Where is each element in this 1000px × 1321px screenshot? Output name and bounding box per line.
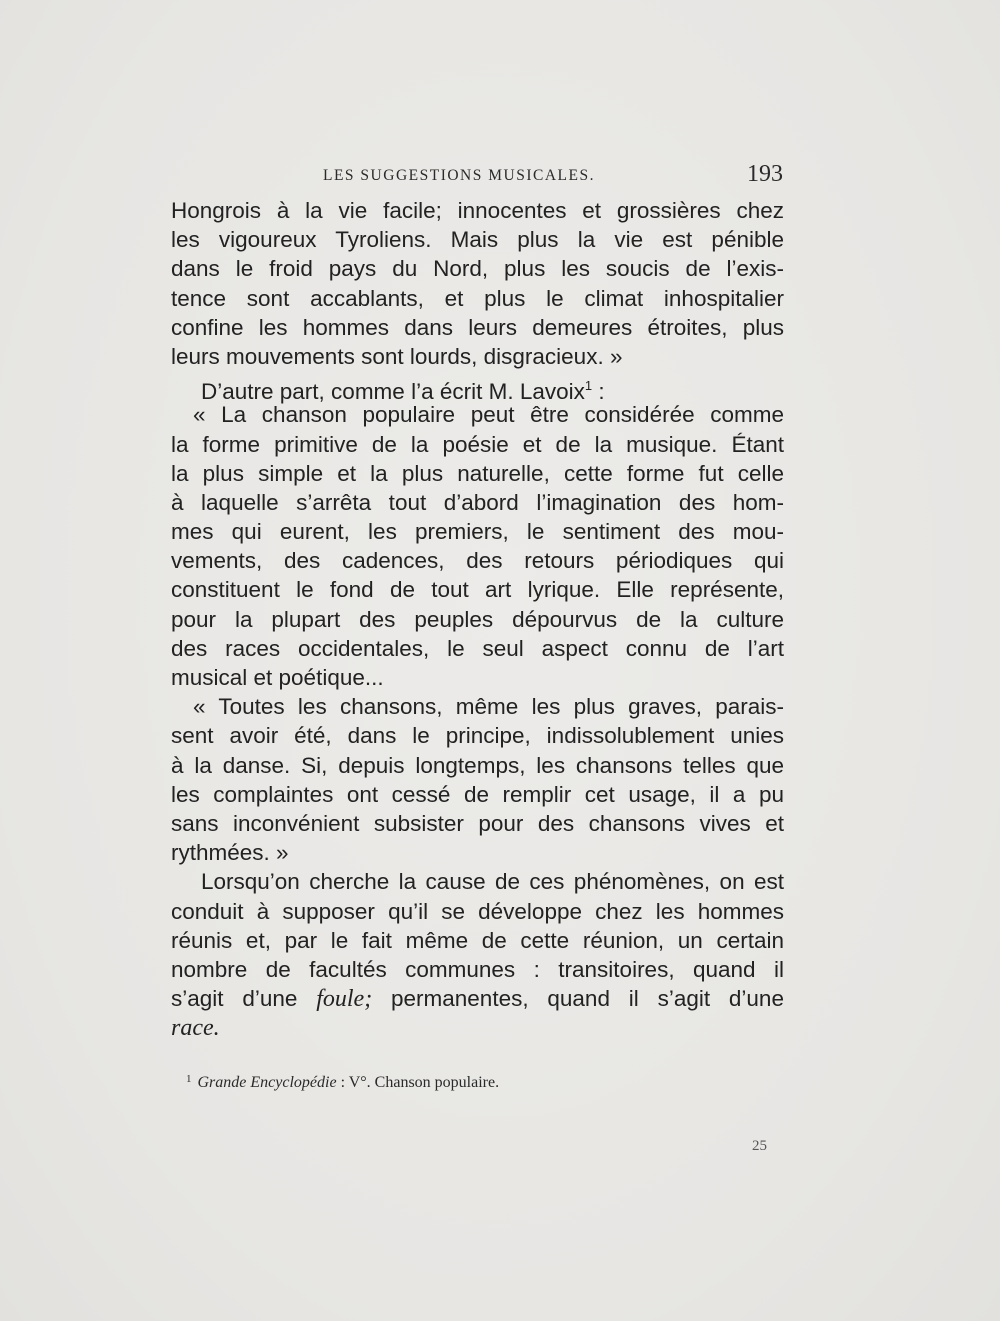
text-line: des races occidentales, le seul aspect connu de l’art [171, 635, 784, 661]
italic-word: foule; [316, 986, 373, 1013]
text-line: musical et poétique... [171, 665, 384, 690]
text-line: sans inconvénient subsister pour des chansons vives et [171, 810, 784, 836]
text-line: nombre de facultés communes : transitoires, quand il [171, 956, 784, 982]
text-segment: D’autre part, comme l’a écrit M. Lavoix [201, 379, 585, 405]
footnote-mark: 1 [186, 1073, 192, 1085]
text-line: à la danse. Si, depuis longtemps, les chansons telles que [171, 752, 784, 778]
text-line: constituent le fond de tout art lyrique. Elle représente, [171, 577, 784, 603]
running-head: LES SUGGESTIONS MUSICALES. [323, 167, 595, 184]
text-line: conduit à supposer qu’il se développe chez les hommes [171, 898, 784, 924]
text-line: la forme primitive de la poésie et de la musique. Étant [171, 431, 784, 457]
text-line: à laquelle s’arrêta tout d’abord l’imagination des hom- [171, 489, 784, 515]
footnote-text: : V°. Chanson populaire. [336, 1074, 500, 1091]
signature-mark: 25 [752, 1138, 767, 1154]
text-line [171, 984, 784, 1013]
italic-word: race. [171, 1015, 220, 1042]
footnote-reference: 1 [584, 378, 593, 394]
page-number: 193 [747, 161, 783, 187]
text-segment: permanentes, quand il s’agit d’une [391, 986, 784, 1012]
text-line: « La chanson populaire peut être considérée comme [193, 402, 784, 428]
text-line: pour la plupart des peuples dépourvus de la culture [171, 606, 784, 632]
text-line: rythmées. » [171, 840, 289, 866]
text-line: vements, des cadences, des retours périodiques qui [171, 548, 784, 574]
body-text [171, 196, 784, 1042]
text-line [171, 371, 784, 405]
text-line: la plus simple et la plus naturelle, cette forme fut celle [171, 460, 784, 486]
text-line: « Toutes les chansons, même les plus graves, parais- [193, 694, 784, 720]
text-line: les vigoureux Tyroliens. Mais plus la vie est pénible [171, 227, 784, 253]
text-segment: s’agit d’une [171, 986, 298, 1012]
text-line: réunis et, par le fait même de cette réunion, un certain [171, 927, 784, 953]
text-line: mes qui eurent, les premiers, le sentiment des mou- [171, 519, 784, 545]
page-header [323, 161, 793, 189]
footnote-work-title: Grande Encyclopédie [197, 1074, 337, 1091]
text-line: dans le froid pays du Nord, plus les soucis de l’exis- [171, 256, 784, 282]
text-line [171, 1013, 784, 1042]
footnote [186, 1073, 499, 1092]
text-line: sent avoir été, dans le principe, indissolublement unies [171, 723, 784, 749]
text-line: tence sont accablants, et plus le climat inhospitalier [171, 285, 784, 311]
text-segment: : [592, 379, 605, 405]
text-line: leurs mouvements sont lourds, disgracieux. » [171, 343, 623, 369]
text-line: les complaintes ont cessé de remplir cet usage, il a pu [171, 781, 784, 807]
text-line: Lorsqu’on cherche la cause de ces phénomènes, on est [201, 869, 784, 895]
text-line: confine les hommes dans leurs demeures étroites, plus [171, 314, 784, 340]
text-line: Hongrois à la vie facile; innocentes et grossières chez [171, 198, 784, 223]
